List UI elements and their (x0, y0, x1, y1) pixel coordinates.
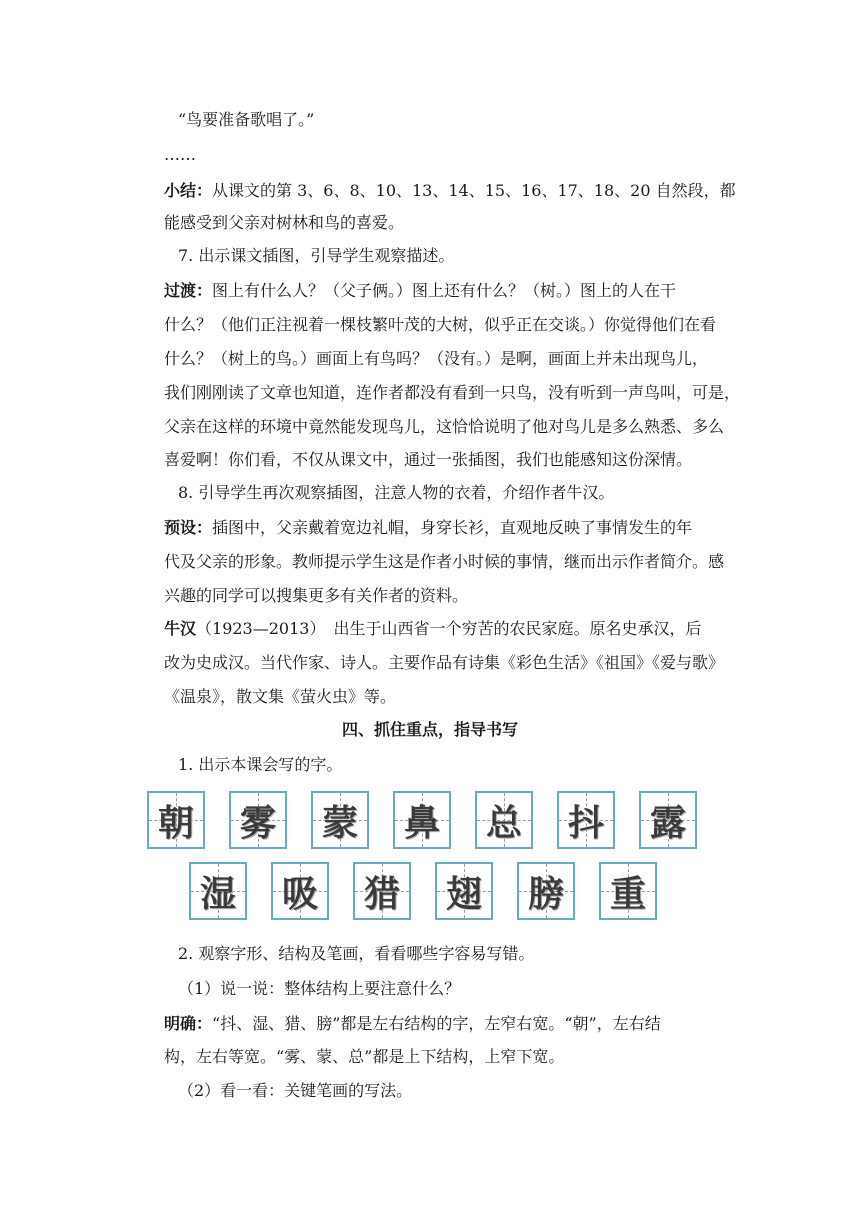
author-line-2: 改为史成汉。当代作家、诗人。主要作品有诗集《彩色生活》《祖国》《爱与歌》 (164, 653, 725, 672)
author-line (164, 619, 730, 639)
transition-label: 过渡： (164, 281, 213, 300)
char-glyph: 总 (485, 801, 522, 844)
char-glyph: 翅 (445, 872, 482, 915)
author-name: 牛汉 (164, 619, 197, 638)
summary-label: 小结： (164, 181, 213, 200)
quote-line: “鸟要准备歌唱了。” (178, 110, 315, 129)
question-2: （2）看一看：关键笔画的写法。 (178, 1081, 413, 1100)
question-1: （1）说一说：整体结构上要注意什么？ (178, 979, 461, 998)
char-glyph: 朝 (157, 801, 194, 844)
transition-line-5: 父亲在这样的环境中竟然能发现鸟儿，这恰恰说明了他对鸟儿是多么熟悉、多么 (164, 417, 725, 436)
char-box (393, 791, 451, 849)
transition-line-2: 什么？（他们正注视着一棵枝繁叶茂的大树，似乎正在交谈。）你觉得他们在看 (164, 315, 717, 334)
section-heading: 四、抓住重点，指导书写 (341, 720, 518, 739)
char-box (435, 862, 493, 920)
transition-text: 图上有什么人？（父子俩。）图上还有什么？（树。）图上的人在干 (212, 281, 677, 300)
summary-text: 从课文的第 3、6、8、10、13、14、15、16、17、18、20 自然段，都 (212, 181, 736, 200)
char-box (599, 862, 657, 920)
step-7: 7. 出示课文插图，引导学生观察描述。 (178, 246, 455, 265)
author-line-3: 《温泉》，散文集《萤火虫》等。 (164, 687, 397, 706)
author-text: （1923—2013） 出生于山西省一个穷苦的农民家庭。原名史承汉，后 (196, 619, 702, 638)
preset-text: 插图中，父亲戴着宽边礼帽，身穿长衫，直观地反映了事情发生的年 (212, 518, 693, 537)
char-glyph: 重 (609, 872, 646, 915)
char-box (517, 862, 575, 920)
char-glyph: 蒙 (321, 801, 358, 844)
char-glyph: 湿 (199, 872, 236, 915)
char-box (311, 791, 369, 849)
preset-label: 预设： (164, 518, 213, 537)
step-1: 1. 出示本课会写的字。 (178, 755, 343, 774)
preset-line (164, 518, 730, 538)
transition-line-3: 什么？（树上的鸟。）画面上有鸟吗？（没有。）是啊，画面上并未出现鸟儿， (164, 349, 709, 368)
transition-line-4: 我们刚刚读了文章也知道，连作者都没有看到一只鸟，没有听到一声鸟叫，可是， (164, 383, 741, 402)
step-2: 2. 观察字形、结构及笔画，看看哪些字容易写错。 (178, 944, 535, 963)
char-box (147, 791, 205, 849)
char-glyph: 抖 (567, 801, 604, 844)
clarify-text: “抖、湿、猎、膀”都是左右结构的字，左窄右宽。“朝”，左右结 (212, 1014, 661, 1033)
transition-line (164, 281, 730, 301)
char-box (475, 791, 533, 849)
transition-line-6: 喜爱啊！你们看，不仅从课文中，通过一张插图，我们也能感知这份深情。 (164, 450, 693, 469)
char-glyph: 吸 (281, 872, 318, 915)
char-box (271, 862, 329, 920)
char-glyph: 膀 (527, 872, 564, 915)
clarify-label: 明确： (164, 1014, 213, 1033)
ellipsis-line: …… (164, 145, 196, 164)
char-glyph: 露 (649, 801, 686, 844)
summary-line (164, 181, 736, 201)
summary-line-2: 能感受到父亲对树林和鸟的喜爱。 (164, 213, 405, 232)
char-box (189, 862, 247, 920)
char-glyph: 雾 (239, 801, 276, 844)
char-glyph: 鼻 (403, 801, 440, 844)
step-8: 8. 引导学生再次观察插图，注意人物的衣着，介绍作者牛汉。 (178, 483, 615, 502)
preset-line-3: 兴趣的同学可以搜集更多有关作者的资料。 (164, 586, 469, 605)
clarify-line-2: 构，左右等宽。“雾、蒙、总”都是上下结构，上窄下宽。 (164, 1047, 565, 1066)
char-box (229, 791, 287, 849)
clarify-line (164, 1014, 730, 1034)
char-glyph: 猎 (363, 872, 400, 915)
preset-line-2: 代及父亲的形象。教师提示学生这是作者小时候的事情，继而出示作者简介。感 (164, 552, 725, 571)
char-box (353, 862, 411, 920)
char-box (639, 791, 697, 849)
char-box (557, 791, 615, 849)
